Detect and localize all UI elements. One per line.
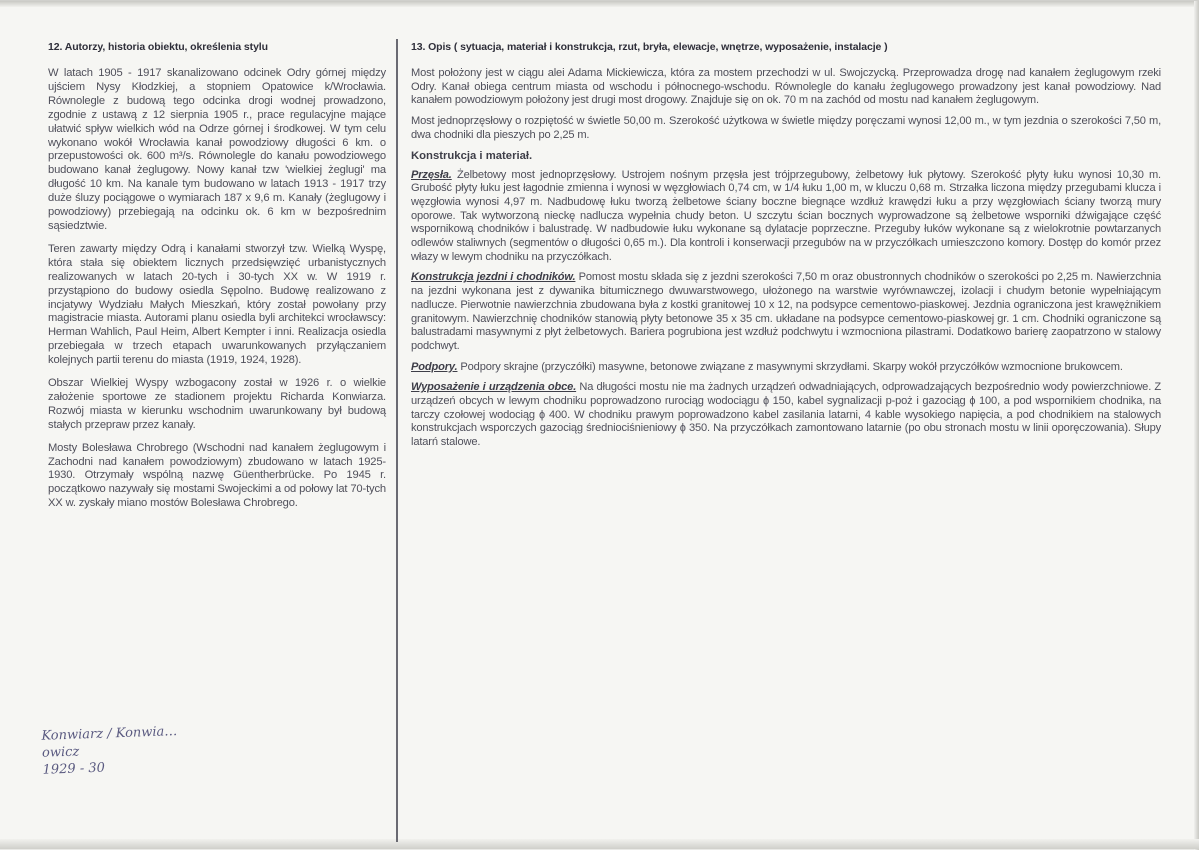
roadway-lead: Konstrukcja jezdni i chodników. xyxy=(411,271,576,284)
section-13-column xyxy=(411,41,1161,457)
section-13-heading: 13. Opis ( sytuacja, materiał i konstrukcja, rzut, bryła, elewacje, wnętrze, wyposażenie, instalacje ) xyxy=(411,41,888,53)
paper-top-edge xyxy=(0,1,1199,7)
roadway-text: Pomost mostu składa się z jezdni szerokości 7,50 m oraz obustronnych chodników o szerokości po 2,25 m. Nawierzchnia na jezdni wykonana jest z dywanika bitumicznego dwuwarstwowego, ułożonego na warstwie wyrównawczej, izolacji i chudym betonie wypełniającym nadlucze. Pierwotnie nawierzchnia zbudowana była z kostki granitowej 10 x 12, na podsypce cementowo-piaskowej. Jezdnia ograniczona jest krawężnikiem granitowym. Nawierzchnię chodników stanowią płyty betonowe 35 x 35 cm. układane na podsypce cementowo-piaskowej gr. 1 cm. Chodniki ograniczone są balustradami masywnymi z płyt żelbetowych. Bariera pogrubiona jest wzdłuż podchwytu i wzmocniona pilastrami. Dodatkowo barierę zaopatrzono w stalowy podchwyt. xyxy=(411,271,1161,352)
handwritten-note-line-2: 1929 - 30 xyxy=(42,760,106,778)
history-paragraph-1: W latach 1905 - 1917 skanalizowano odcinek Odry górnej między ujściem Nysy Kłodzkiej, a stopniem Opatowice k/Wrocławia. Równolegle z budową tego odcinka drogi wodnej prowadzono, zgodnie z ustawą z 12 sierpnia 1905 r., prace regulacyjne mające ułatwić spływ wielkich wód na Odrze górnej i środkowej. W tym celu wykonano wokół Wrocławia kanał powodziowy długości 6 km. o przepustowości ok. 600 m³/s. Równolegle do kanału powodziowego budowano kanał żeglugowy. Nowy kanał tzw 'wielkiej żeglugi' ma długość 10 km. Na kanale tym budowano w latach 1913 - 1917 trzy duże śluzy pociągowe o wymiarach 187 x 9,6 m. Kanały (żeglugowy i powodziowy) przebiegają na odcinku ok. 6 km w bezpośrednim sąsiedztwie. xyxy=(48,67,386,232)
equipment-paragraph xyxy=(411,381,1161,450)
spans-paragraph xyxy=(411,169,1161,265)
construction-subheading: Konstrukcja i materiał. xyxy=(411,149,533,162)
supports-lead: Podpory. xyxy=(411,360,458,373)
supports-text: Podpory skrajne (przyczółki) masywne, betonowe związane z masywnymi skrzydłami. Skarpy wokół przyczółków wzmocnione brukowcem. xyxy=(457,360,1123,373)
handwritten-note-line-1: Konwiarz / Konwia…owicz xyxy=(41,724,178,761)
history-paragraph-2: Teren zawarty między Odrą i kanałami stworzył tzw. Wielką Wyspę, która stała się obiektem licznych przedsięwzięć urbanistycznych realizowanych w latach 20-tych i 30-tych XX w. W 1919 r. przystąpiono do budowy osiedla Sępolno. Budowę realizowano z incjatywy Wydziału Małych Mieszkań, który został powołany przy magistracie miasta. Autorami planu osiedla byli architekci wrocławscy: Herman Wahlich, Paul Heim, Albert Kempter i inni. Realizacja osiedla przebiegała w trzech etapach uwarunkowanych przyłączaniem kolejnych partii terenu do miasta (1919, 1924, 1928). xyxy=(48,242,386,367)
spans-lead: Przęsła. xyxy=(411,168,452,181)
section-12-heading: 12. Autorzy, historia obiektu, określenia stylu xyxy=(48,41,268,53)
paper-right-edge xyxy=(1194,1,1199,850)
spans-text: Żelbetowy most jednoprzęsłowy. Ustrojem nośnym przęsła jest trójprzegubowy, żelbetowy łuk płytowy. Szerokość płyty łuku wynosi 10,30 m. Grubość płyty łuku jest łagodnie zmienna i wynosi w węzgłowiach 0,74 cm, w 1/4 łuku 1,00 m, w kluczu 0,68 m. Strzałka liczona między przegubami klucza i węzgłowia wynosi 4,97 m. Nadbudowę łuku tworzą żelbetowe ściany boczne biegnące wzdłuż krawędzi łuku a przy węzgłowiach ściany tworzą mury oporowe. Tak wytworzoną nieckę nadlucza wypełnia chudy beton. U szczytu ścian bocznych wyprowadzone są żelbetowe wsporniki dźwigające część wspornikową chodników i balustradę. W nadbudowie łuku wykonane są dylatacje poprzeczne. Przeguby łuków wykonane są z wielokrotnie powtarzanych odlewów staliwnych (segmentów o długości 0,65 m.). Dla kontroli i konserwacji przegubów na w przyczółkach umieszczono komory. Dostęp do komór przez włazy w lewym chodniku na przyczółkach. xyxy=(411,168,1161,263)
column-divider xyxy=(396,39,398,842)
supports-paragraph xyxy=(411,361,1161,375)
location-paragraph: Most położony jest w ciągu alei Adama Mickiewicza, która za mostem przechodzi w ul. Swojczycką. Przeprowadza drogę nad kanałem żeglugowym rzeki Odry. Kanał obiega centrum miasta od wschodu i północnego-wschodu. Równolegle do kanału żeglugowego prowadzony jest kanał powodziowy. Nad kanałem powodziowym położony jest drugi most drogowy. Znajduje się on ok. 70 m na zachód od mostu nad kanałem żeglugowym. xyxy=(411,67,1161,107)
equipment-text: Na długości mostu nie ma żadnych urządzeń odwadniających, odprowadzających bezpośrednio wody powierzchniowe. Z urządzeń obcych w lewym chodniku poprowadzono rurociąg wodociągu ɸ 150, kabel sygnalizacji p-poż i gazociąg ɸ 100, a pod wspornikiem chodnika, na tarczy czołowej wodociąg ɸ 400. W chodniku prawym poprowadzono kabel zasilania latarni, 4 kable wysokiego napięcia, a pod chodnikiem na stalowych konstrukcjach wsporczych gazociąg średniociśnieniowy ɸ 350. Na przyczółkach zamontowano latarnie (po obu stronach mostu w linii oporęczowania). Słupy latarń stalowe. xyxy=(411,381,1161,449)
roadway-paragraph xyxy=(411,271,1161,353)
dimensions-paragraph: Most jednoprzęsłowy o rozpiętość w świetle 50,00 m. Szerokość użytkowa w świetle między poręczami wynosi 12,00 m., w tym jezdnia o szerokości 7,50 m, dwa chodniki dla pieszych po 2,25 m. xyxy=(411,115,1161,141)
section-12-column xyxy=(48,41,386,520)
paper-bottom-edge xyxy=(0,839,1199,849)
equipment-lead: Wyposażenie i urządzenia obce. xyxy=(411,381,577,394)
handwritten-note xyxy=(41,722,203,779)
history-paragraph-3: Obszar Wielkiej Wyspy wzbogacony został w 1926 r. o wielkie założenie sportowe ze stadionem projektu Richarda Konwiarza. Rozwój miasta w kierunku wschodnim uwarunkowany był budową stałych przepraw przez kanały. xyxy=(48,377,386,431)
history-paragraph-4: Mosty Bolesława Chrobrego (Wschodni nad kanałem żeglugowym i Zachodni nad kanałem powodziowym) zbudowano w latach 1925-1930. Otrzymały wspólną nazwę Güentherbrücke. Po 1945 r. początkowo nazywały się mostami Swojeckimi a od połowy lat 70-tych XX w. zyskały miano mostów Bolesława Chrobrego. xyxy=(48,441,386,510)
